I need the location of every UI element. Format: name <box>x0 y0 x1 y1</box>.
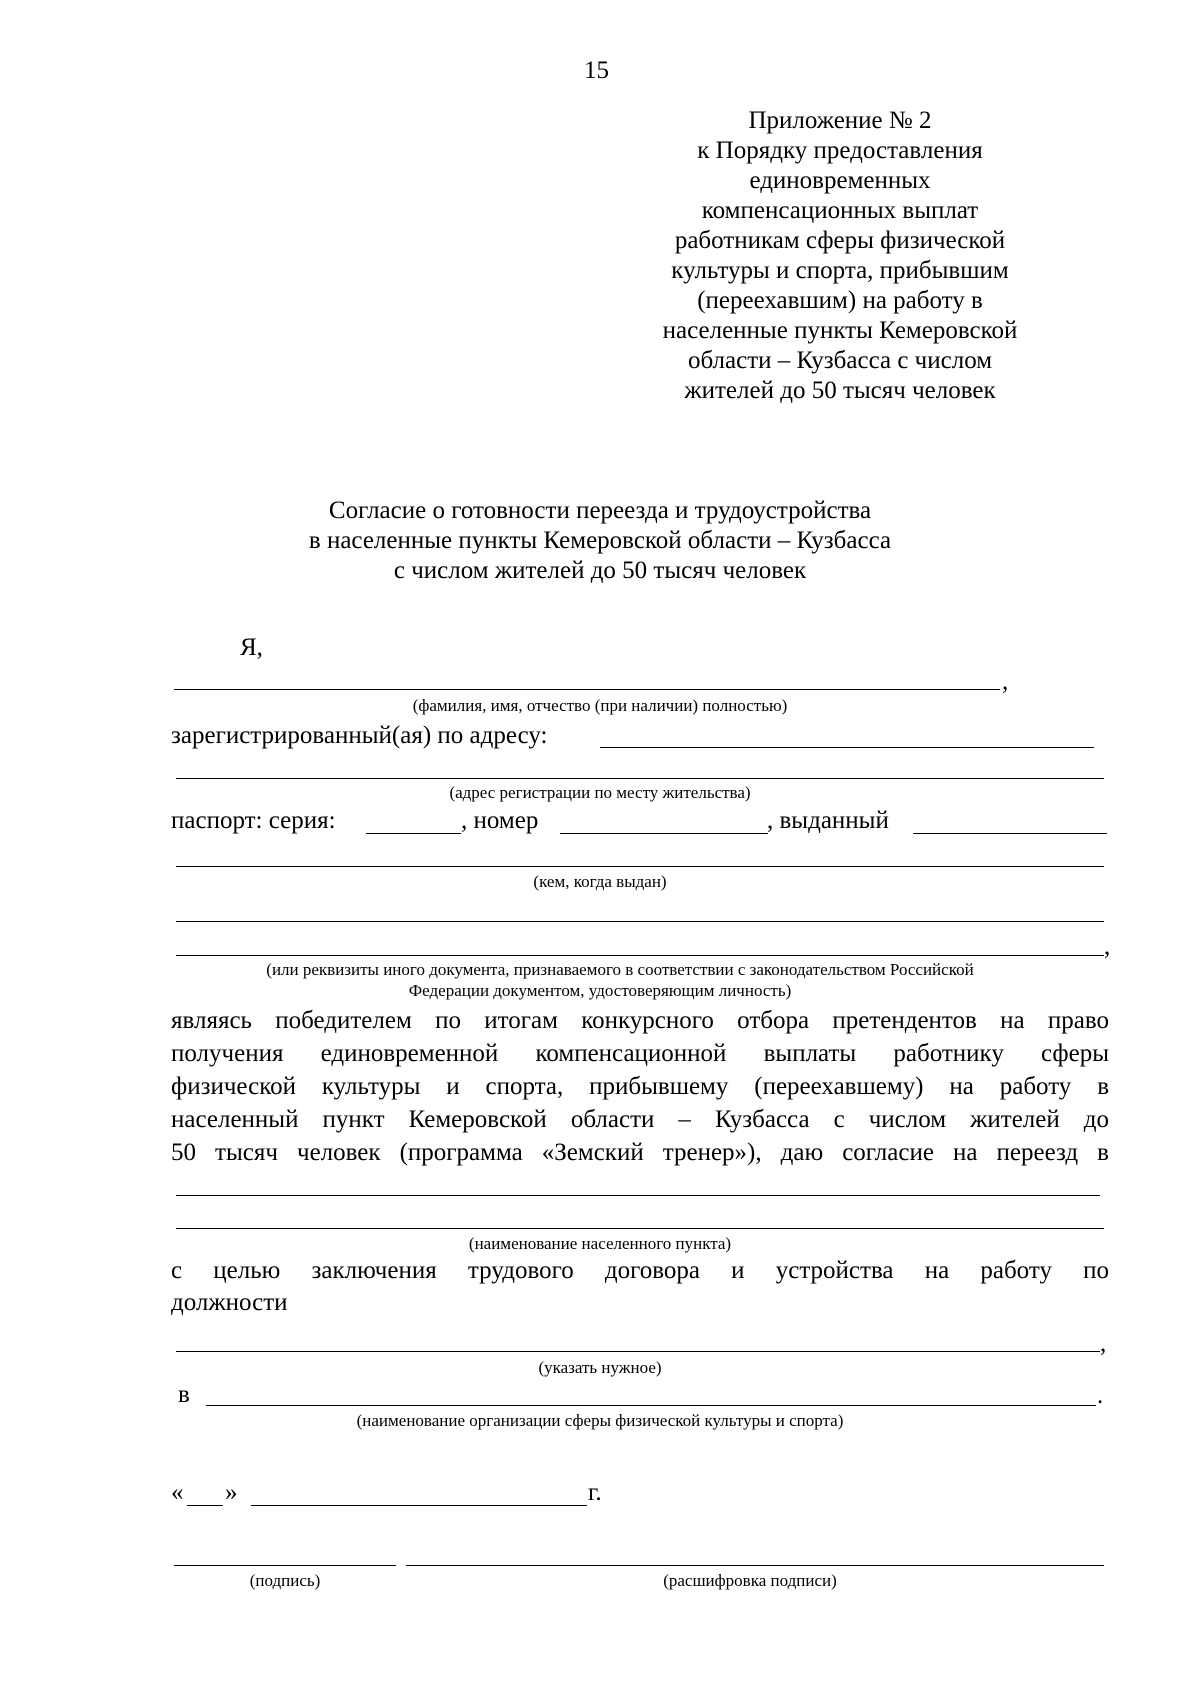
appendix-line: к Порядку предоставления <box>697 137 983 164</box>
organization-period: . <box>1097 1382 1104 1409</box>
title-line: Согласие о готовности переезда и трудоустройства <box>328 497 872 524</box>
appendix-line: культуры и спорта, прибывшим <box>671 257 1009 284</box>
address-caption: (адрес регистрации по месту жительства) <box>449 783 751 802</box>
body-line: населенный пункт Кемеровской области – Кузбасса с числом жителей до <box>171 1106 1109 1133</box>
date-month-field[interactable] <box>251 1505 587 1506</box>
fio-comma: , <box>1002 668 1009 695</box>
body-line: получения единовременной компенсационной выплаты работнику сферы <box>171 1040 1109 1067</box>
other-doc-comma: , <box>1104 933 1111 960</box>
appendix-line: населенные пункты Кемеровской <box>662 317 1018 344</box>
body-line: 50 тысяч человек (программа «Земский тренер»), даю согласие на переезд в <box>171 1139 1109 1166</box>
other-doc-caption-1: (или реквизиты иного документа, признаваемого в соответствии с законодательством Российской <box>266 960 974 979</box>
address-field-line-1[interactable] <box>600 747 1094 748</box>
title-line: в населенные пункты Кемеровской области – Кузбасса <box>308 527 892 554</box>
issued-label: , выданный <box>767 807 889 834</box>
fio-field-line[interactable] <box>174 689 1000 690</box>
position-comma: , <box>1100 1330 1107 1357</box>
settlement-caption: (наименование населенного пункта) <box>468 1234 732 1253</box>
signature-field-line[interactable] <box>174 1565 396 1566</box>
passport-label: паспорт: серия: <box>171 807 336 834</box>
body-line: являясь победителем по итогам конкурсного отбора претендентов на право <box>171 1007 1109 1034</box>
v-label: в <box>178 1381 190 1408</box>
appendix-line: жителей до 50 тысяч человек <box>684 377 996 404</box>
appendix-line: Приложение № 2 <box>748 107 932 134</box>
appendix-line: работникам сферы физической <box>674 227 1006 254</box>
date-close-quote: » <box>225 1479 238 1506</box>
address-field-line-2[interactable] <box>176 778 1104 779</box>
appendix-line: единовременных <box>749 167 931 194</box>
signature-decode-caption: (расшифровка подписи) <box>663 1571 837 1590</box>
page-number: 15 <box>584 57 609 84</box>
other-doc-field-line-1[interactable] <box>176 921 1104 922</box>
other-doc-field-line-2[interactable] <box>176 955 1104 956</box>
signature-caption: (подпись) <box>249 1571 321 1590</box>
settlement-field-line-1[interactable] <box>176 1195 1100 1196</box>
number-label: , номер <box>461 807 539 834</box>
purpose-line-1: с целью заключения трудового договора и устройства на работу по <box>171 1257 1109 1284</box>
appendix-line: (переехавшим) на работу в <box>697 287 983 314</box>
position-caption: (указать нужное) <box>538 1358 662 1377</box>
appendix-header <box>640 106 1040 406</box>
organization-field-line[interactable] <box>206 1405 1096 1406</box>
fio-caption: (фамилия, имя, отчество (при наличии) полностью) <box>412 696 788 715</box>
purpose-line-2: должности <box>171 1289 288 1316</box>
passport-number-field[interactable] <box>560 833 768 834</box>
ya-label: Я, <box>240 634 263 661</box>
issued-field-line-1[interactable] <box>913 833 1107 834</box>
date-open-quote: « <box>171 1479 184 1506</box>
issued-caption: (кем, когда выдан) <box>533 872 667 891</box>
position-field-line[interactable] <box>176 1351 1100 1352</box>
appendix-line: компенсационных выплат <box>701 197 979 224</box>
organization-caption: (наименование организации сферы физической культуры и спорта) <box>356 1411 844 1430</box>
document-title <box>200 496 1000 586</box>
body-line: физической культуры и спорта, прибывшему (переехавшему) на работу в <box>171 1073 1109 1100</box>
year-suffix: г. <box>588 1479 602 1506</box>
appendix-line: области – Кузбасса с числом <box>687 347 993 374</box>
date-day-field[interactable] <box>187 1505 223 1506</box>
settlement-field-line-2[interactable] <box>176 1228 1104 1229</box>
passport-series-field[interactable] <box>366 833 461 834</box>
title-line: с числом жителей до 50 тысяч человек <box>393 557 807 584</box>
registered-label: зарегистрированный(ая) по адресу: <box>171 722 548 749</box>
other-doc-caption-2: Федерации документом, удостоверяющим личность) <box>408 981 792 1000</box>
signature-decode-field-line[interactable] <box>406 1565 1104 1566</box>
issued-field-line-2[interactable] <box>176 866 1104 867</box>
